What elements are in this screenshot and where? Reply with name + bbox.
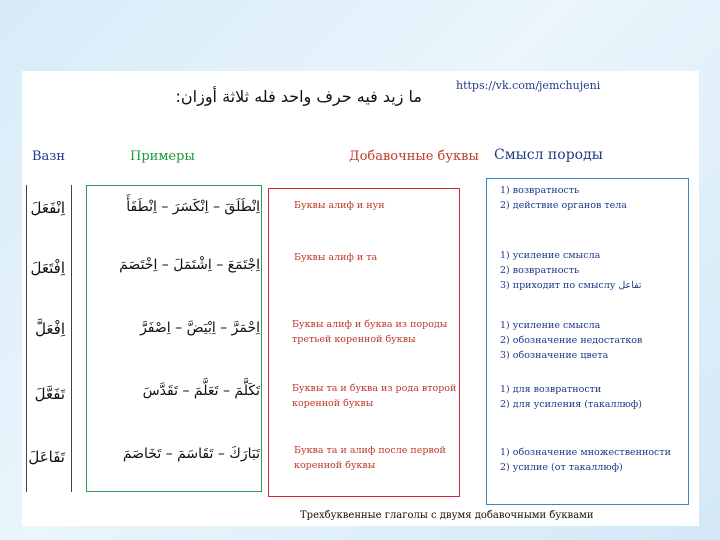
examples-3: اِحْمَرَّ – اِبْيَضَّ – اِصْفَرَّ (140, 320, 260, 336)
meaning-2 (500, 248, 696, 293)
vazn-column-box (26, 185, 72, 492)
meaning-1 (500, 183, 696, 213)
meaning-2-line-3: 3) приходит по смыслу تفاعل (500, 280, 642, 291)
examples-4: تَكَلَّمَ – تَعَلَّمَ – تَقَدَّسَ (142, 383, 260, 399)
meaning-4-line-1: 1) для возвратности (500, 384, 602, 395)
vazn-3: اِفْعَلَّ (35, 320, 65, 338)
header-examples: Примеры (130, 149, 195, 164)
added-5: Буква та и алиф после первой коренной буквы (294, 445, 446, 471)
meaning-1-line-2: 2) действие органов тела (500, 200, 627, 211)
meaning-3-line-1: 1) усиление смысла (500, 320, 601, 331)
slide (22, 71, 699, 526)
header-vazn: Вазн (32, 149, 66, 164)
meaning-2-line-2: 2) возвратность (500, 265, 580, 276)
meaning-3-line-2: 2) обозначение недостатков (500, 335, 643, 346)
vazn-1: اِنْفَعَلَ (30, 199, 65, 217)
header-added-letters: Добавочные буквы (349, 149, 479, 164)
slide-title: ما زيد فيه حرف واحد فله ثلاثة أوزان: (175, 87, 422, 106)
added-1: Буквы алиф и нун (294, 200, 385, 211)
meaning-5-line-2: 2) усилие (от такаллюф) (500, 462, 623, 473)
header-meaning: Смысл породы (494, 147, 603, 163)
added-4: Буквы та и буква из рода второй коренной буквы (292, 383, 457, 409)
vk-link[interactable]: https://vk.com/jemchujeni (456, 79, 601, 92)
meaning-4-line-2: 2) для усиления (такаллюф) (500, 399, 642, 410)
vazn-4: تَفَعَّلَ (34, 385, 65, 403)
added-2: Буквы алиф и та (294, 252, 378, 263)
meaning-3-line-3: 3) обозначение цвета (500, 350, 609, 361)
meaning-3 (500, 318, 696, 363)
examples-5: تَبَارَكَ – تَقَاسَمَ – تَخَاصَمَ (122, 446, 260, 462)
meaning-5 (500, 445, 696, 475)
examples-2: اِجْتَمَعَ – اِشْتَمَلَ – اِخْتَصَمَ (119, 257, 260, 273)
slide-footer: Трехбуквенные глаголы с двумя добавочными буквами (300, 510, 594, 521)
meaning-1-line-1: 1) возвратность (500, 185, 580, 196)
vazn-2: اِفْتَعَلَ (30, 259, 65, 277)
meaning-5-line-1: 1) обозначение множественности (500, 447, 671, 458)
vazn-5: تَفَاعَلَ (28, 448, 65, 466)
meaning-2-line-1: 1) усиление смысла (500, 250, 601, 261)
meaning-4 (500, 382, 696, 412)
added-3: Буквы алиф и буква из породы третьей коренной буквы (292, 319, 448, 345)
examples-1: اِنْطَلَقَ – اِنْكَسَرَ – اِنْطَفَأَ (126, 199, 260, 215)
